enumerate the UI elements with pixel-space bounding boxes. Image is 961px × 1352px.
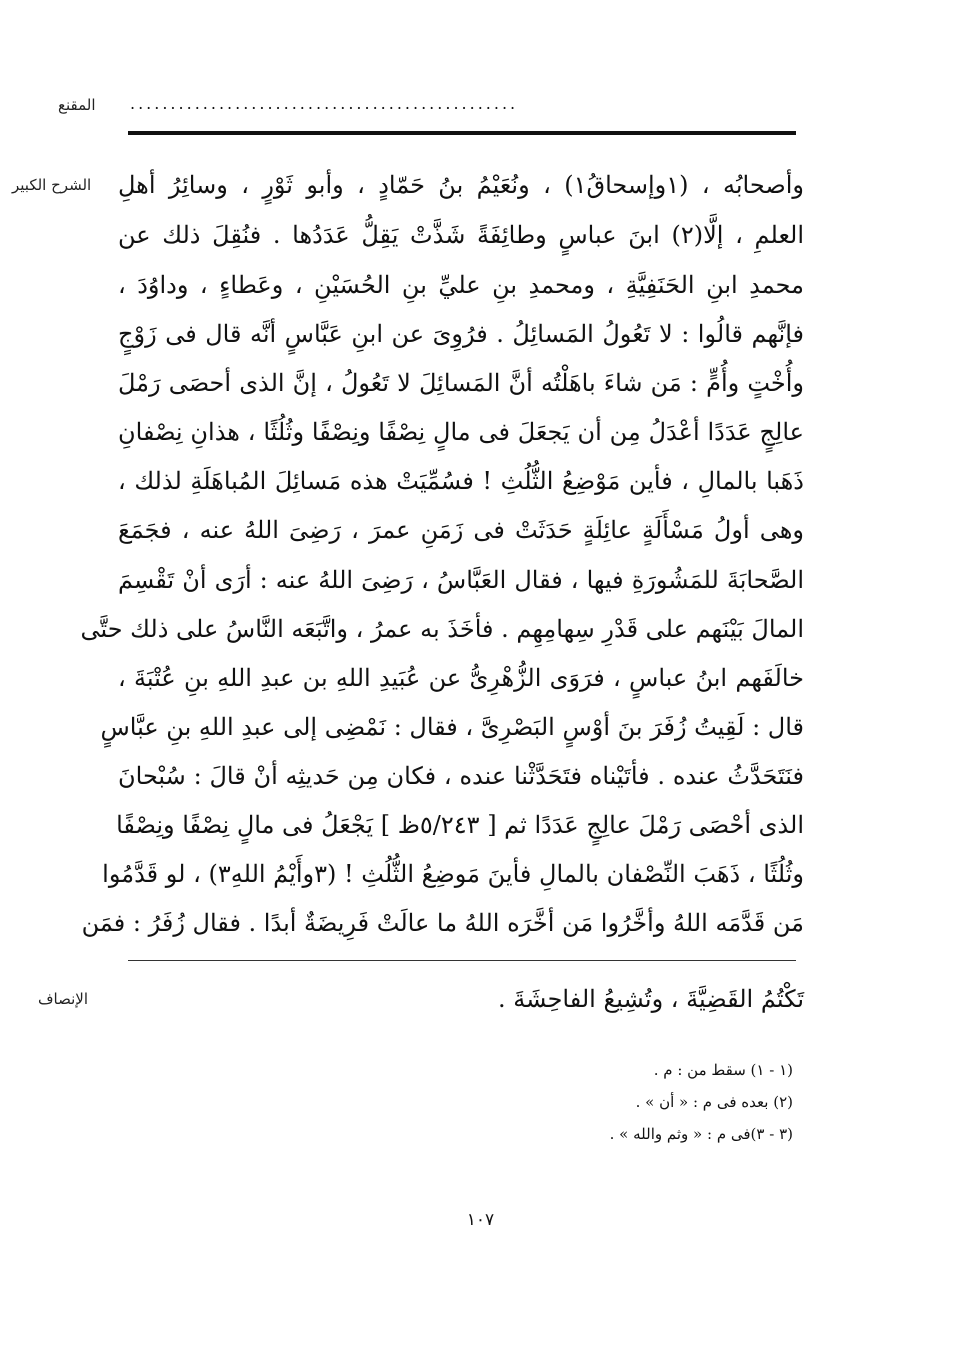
text-line: العلمِ ، إلَّا(٢) ابنَ عباسٍ وطائِفَةً شَذَّتْ يَقِلُّ عَدَدُها . فنُقِلَ ذلك عن: [118, 221, 805, 249]
text-line: فنَتَحَدَّثُ عنده . فأتَيْناه فتَحَدَّثْنا عنده ، فكان مِن حَديثِه أنْ قالَ : سُبْحانَ: [118, 762, 804, 790]
footnote-3: (٣ - ٣)فى م : « وثم والله » .: [609, 1125, 793, 1143]
text-line: عالِجٍ عَدَدًا أعْدَلُ مِن أن يَجعَلَ فى مالٍ نِصْفًا ونِصْفًا وثُلُثًا ، هذانِ نِصْفانِ: [118, 418, 804, 446]
margin-label-sharh: الشرح الكبير: [12, 176, 92, 194]
text-line: ذَهَبا بالمالِ ، فأين مَوْضِعُ الثُّلُثِ ! فسُمِّيَتْ هذه مَسائِلَ المُباهَلَةِ لذلك ،: [118, 467, 804, 495]
section-divider-rule: [128, 960, 796, 961]
text-line: قال : لَقِيتُ زُفَرَ بنَ أوْسٍ البَصْرِىَّ ، فقال : نَمْضِى إلى عبدِ اللهِ بنِ عبَّاسٍ: [100, 713, 804, 741]
text-line: محمدِ ابنِ الحَنَفِيَّةِ ، ومحمدِ بنِ عليِّ بنِ الحُسَيْنِ ، وعَطاءٍ ، وداوُدَ ،: [118, 271, 804, 299]
dotted-leader-rule: ................................................: [130, 94, 519, 113]
text-line: خالَفَهم ابنُ عباسٍ ، فرَوَى الزُّهْرِىُّ عن عُبَيدِ اللهِ بن عبدِ اللهِ بنِ عُتْبَةَ ،: [118, 664, 804, 692]
text-line: مَن قَدَّمَه اللهُ وأخَّرُوا مَن أخَّرَه اللهُ ما عالَتْ فَرِيضَةٌ أبدًا . فقال زُفَرُ : فمَن: [81, 909, 804, 937]
text-line: الصَّحابَةَ للمَشُورَةِ فيها ، فقال العَبَّاسُ ، رَضِىَ اللهُ عنه : أرَى أنْ تَقْسِمَ: [118, 566, 804, 594]
page-number: ١٠٧: [466, 1210, 495, 1230]
footnote-1: (١ - ١) سقط من : م .: [653, 1061, 793, 1079]
text-line: وأصحابُه ، (١وإسحاقُ١) ، ونُعَيْمُ بنُ حَمّادٍ ، وأبو ثَوْرٍ ، وسائِرُ أهلِ: [118, 171, 804, 199]
text-line: الذى أحْصَى رَمْلَ عالِجٍ عَدَدًا ثم [ ٥/٢٤٣ظ ] يَجْعَلُ فى مالٍ نِصْفًا ونِصْفًا: [116, 811, 804, 839]
running-header-title: المقنع: [58, 96, 96, 114]
insaf-text-line: تَكْتُمُ القَضِيَّةَ ، وتُشِيعُ الفاحِشَةَ .: [498, 985, 804, 1013]
text-line: وهى أولُ مَسْأَلَةٍ عائِلَةٍ حَدَثَتْ فى زَمَنِ عمرَ ، رَضِىَ اللهُ عنه ، فجَمَعَ: [118, 516, 804, 544]
text-line: وثُلُثًا ، ذَهَبَ النِّصْفان بالمالِ فأينَ مَوضِعُ الثُّلُثِ ! (٣وأَيْمُ اللهِ٣) ، لو قَدَّمُوا: [102, 860, 804, 888]
footnote-2: (٢) بعده فى م : « أن » .: [635, 1093, 793, 1111]
margin-label-insaf: الإنصاف: [38, 990, 89, 1008]
text-line: المالَ بَيْنَهم على قَدْرِ سِهامِهِم . فأخَذَ به عمرُ ، واتَّبَعَه النَّاسُ على ذلك حتَّى: [80, 615, 804, 643]
text-line: وأُخْتٍ وأُمٍّ : مَن شاءَ باهَلْتُه أنَّ المَسائِلَ لا تَعُولُ ، إنَّ الذى أحصَى رَمْلَ: [118, 369, 804, 397]
header-thick-rule: [128, 131, 796, 135]
text-line: فإنَّهم قالُوا : لا تَعُولُ المَسائِلُ . فرُوِىَ عن ابنِ عَبَّاسٍ أنَّه قال فى زَوْجٍ: [118, 320, 804, 348]
